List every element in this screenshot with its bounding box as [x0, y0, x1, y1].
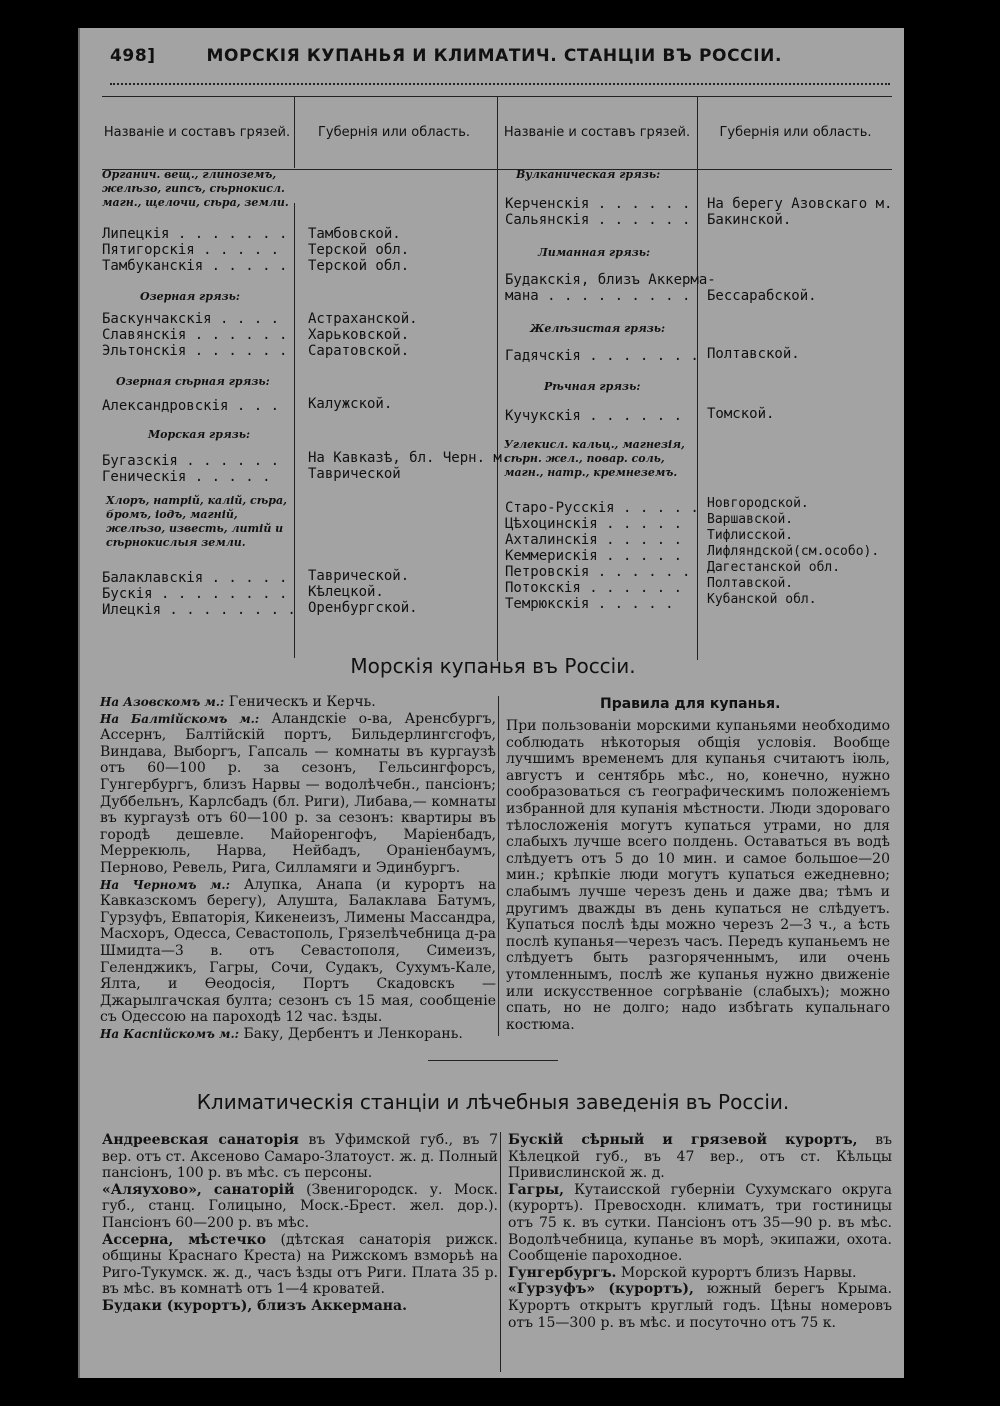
column-divider	[498, 696, 499, 1036]
mud-composition-10: Углекисл. кальц., магнезія, сѣрн. жел., повар. соль, магн., натр., кремнеземъ.	[504, 438, 685, 479]
sea-text-azov: Геническъ и Керчь.	[228, 694, 376, 710]
region-list-4	[308, 450, 510, 482]
table-divider	[294, 96, 295, 168]
list-item: Темрюкскія . . . . .	[505, 596, 674, 612]
entry-name: Андреевская санаторія	[102, 1132, 299, 1148]
list-item: Тифлисской.	[707, 528, 794, 543]
list-item: Тамбовской.	[308, 226, 401, 242]
list-item: Геническія . . . . .	[102, 469, 271, 485]
mud-list-5	[102, 570, 296, 618]
sea-label-baltic: На Балтійскомъ м.:	[100, 711, 260, 726]
list-item: Кеммерискія . . . . .	[505, 548, 683, 564]
rules-text: При пользованіи морскими купаньями необходимо соблюдать нѣкоторыя общія условія. Вообще лучшимъ временемъ для купанья считаютъ іюль, августъ и сентябрь мѣс., но, конечно, нужно сообразоваться съ географическимъ положеніемъ избранной для купанія мѣстности. Люди здороваго тѣлосложенія могутъ купаться утрами, но для слабыхъ лучше всего полдень. Оставаться въ водѣ слѣдуетъ отъ 5 до 10 мин. и самое большое—20 мин.; крѣпкіе люди могутъ купаться ежедневно; слабымъ лучше черезъ день и даже два; тѣмъ и другимъ дважды въ день купаться не слѣдуетъ. Купаться послѣ ѣды можно черезъ 2—3 ч., а ѣсть послѣ купанья—черезъ часъ. Передъ купаньемъ не слѣдуетъ быть разгоряченнымъ, или очень утомленнымъ, послѣ же купанья нужно движеніе или искусственное согрѣваніе (слабыхъ); можно спать, но не долго; надо избѣгать купальнаго костюма.	[506, 718, 890, 1033]
list-item: Таврической	[308, 466, 401, 482]
list-item: мана . . . . . . . . .	[505, 288, 691, 304]
sea-text-caspian: Баку, Дербентъ и Ленкорань.	[243, 1025, 463, 1042]
list-item: Будакскія, близъ Аккерма-	[505, 272, 716, 288]
list-item: Тамбуканскія . . . . .	[102, 258, 288, 274]
region-list-6	[707, 196, 892, 228]
list-item: Илецкія . . . . . . . .	[102, 602, 296, 618]
list-item: Харьковской.	[308, 327, 410, 343]
list-item: Бускія . . . . . . . .	[102, 586, 288, 602]
entry-text: въ Уфимской губ., въ 7 вер. отъ ст. Аксеново Самаро-Златоуст. ж. д. Полный пансіонъ, 100 р. въ мѣс. съ персоны.	[102, 1132, 498, 1182]
list-item: На Кавказѣ, бл. Черн. м.	[308, 450, 511, 466]
climate-list-right	[508, 1132, 892, 1331]
list-item: Кѣлецкой.	[308, 584, 384, 600]
page	[78, 28, 904, 1378]
page-number: 498]	[110, 46, 156, 66]
region-list-10	[707, 496, 879, 608]
list-item	[102, 1182, 498, 1232]
entry-text: (Звенигородск. у. Моск. губ., станц. Голицыно, Моск.-Брест. жел. дор.). Пансіонъ 60—200 р. въ мѣс.	[102, 1181, 498, 1231]
sea-resorts-list	[100, 694, 496, 1042]
region-list-9	[707, 406, 774, 422]
list-item: Липецкія . . . . . . .	[102, 226, 288, 242]
running-title: МОРСКІЯ КУПАНЬЯ И КЛИМАТИЧ. СТАНЦІИ ВЪ РОССІИ.	[206, 46, 783, 66]
list-item	[508, 1265, 892, 1282]
entry-text: въ Кѣлецкой губ., въ 47 вер., отъ ст. Кѣльцы Привислинской ж. д.	[508, 1132, 893, 1182]
mud-list-9	[505, 408, 682, 424]
sea-label-azov: На Азовскомъ м.:	[100, 695, 225, 709]
list-item: Кубанской обл.	[707, 592, 817, 607]
col-header-name-1: Названіе и составъ грязей.	[103, 125, 291, 140]
mud-composition-3: Озерная сѣрная грязь:	[116, 375, 270, 388]
mud-composition-7: Лиманная грязь:	[538, 246, 651, 259]
mud-composition-8: Желѣзистая грязь:	[530, 322, 666, 335]
entry-name: Ассерна, мѣстечко	[102, 1231, 267, 1248]
entry-name: Бускій сѣрный и грязевой курортъ,	[508, 1132, 858, 1148]
list-item: Сальянскія . . . . . .	[505, 212, 691, 228]
list-item: Калужской.	[308, 396, 393, 412]
entry-text: Кутаисской губерніи Сухумскаго округа (курортъ). Превосходн. климатъ, три гостиницы отъ 75 к. въ сутки. Пансіонъ отъ 35—90 р. въ мѣс. Водолѣчебница, купанье въ морѣ, экипажи, охота. Сообщеніе пароходное.	[508, 1181, 892, 1265]
list-item	[508, 1182, 892, 1265]
entry-text: (дѣтская санаторія рижск. общины Краснаго Креста) на Рижскомъ взморьѣ на Риго-Тукумск. ж. д., часъ ѣзды отъ Риги. Плата 35 р. въ мѣс. въ комнатѣ отъ 1—4 кроватей.	[102, 1231, 499, 1298]
col-header-region-1: Губернія или область.	[317, 125, 471, 140]
list-item: Томской.	[707, 406, 775, 422]
section-title-sea: Морскія купанья въ Россіи.	[350, 654, 636, 678]
entry-name: «Гурзуфъ» (курортъ),	[508, 1281, 694, 1298]
list-item: Бессарабской.	[707, 288, 817, 304]
page-header	[110, 46, 900, 66]
mud-composition-6: Вулканическая грязь:	[516, 168, 661, 181]
entry-name: Будаки (курортъ), близъ Аккермана.	[102, 1297, 407, 1314]
section-title-climate: Климатическія станціи и лѣчебныя заведенія въ Россіи.	[196, 1090, 790, 1114]
region-list-7	[707, 288, 817, 304]
mud-composition-4: Морская грязь:	[148, 428, 251, 441]
entry-name: Гунгербургъ.	[508, 1264, 617, 1281]
list-item: Астраханской.	[308, 311, 418, 327]
mud-composition-5: Хлоръ, натрій, калій, сѣра, бромъ, іодъ, магній, желѣзо, известь, литій и сѣрнокислыя земли.	[106, 494, 287, 549]
mud-composition-1: Органич. вещ., глиноземъ, желѣзо, гипсъ, сѣрнокисл. магн., щелочи, сѣра, земли.	[102, 168, 289, 209]
sea-text-black: Алупка, Анапа (и курортъ на Кавказскомъ берегу), Алушта, Балаклава Батумъ, Гурзуфъ, Евпаторія, Кикенеизъ, Лимены Массандра, Масхоръ, Одесса, Севастополь, Грязелѣчебница д-ра Шмидта—3 в. отъ Севастополя, Симеизъ, Геленджикъ, Гагры, Сочи, Судакъ, Сухумъ-Кале, Ялта, и Ѳеодосія, Портъ Скадовскъ — Джарылгачская булта; сезонъ съ 15 мая, сообщеніе съ Одессою на пароходѣ 12 час. ѣзды.	[100, 876, 497, 1026]
mud-list-4	[102, 453, 279, 485]
list-item: Петровскія . . . . . .	[505, 564, 691, 580]
region-list-2	[308, 311, 418, 359]
entry-text: Морской курортъ близъ Нарвы.	[620, 1264, 857, 1281]
col-header-region-2: Губернія или область.	[719, 125, 872, 140]
mud-list-7	[505, 272, 716, 304]
list-item: Лифляндской(см.особо).	[707, 544, 880, 559]
list-item	[102, 1232, 498, 1298]
list-item: Дагестанской обл.	[707, 560, 841, 575]
list-item: Полтавской.	[707, 346, 800, 362]
list-item: Потокскія . . . . . .	[505, 580, 683, 596]
mud-composition-2: Озерная грязь:	[140, 290, 240, 303]
list-item: Бугазскія . . . . . .	[102, 453, 280, 469]
sea-text-baltic: Аландскіе о-ва, Аренсбургъ, Ассернъ, Балтійскій портъ, Бильдерлингсгофъ, Виндава, Выборгъ, Гапсаль — комнаты въ кургаузѣ отъ 60—100 р. за сезонъ, Гельсингфорсъ, Гунгербургъ, близъ Нарвы — водолѣчебн., пансіонъ; Дуббельнъ, Карлсбадъ (бл. Риги), Либава,— комнаты въ кургаузѣ отъ 60—100 р. за сезонъ: квартиры въ городѣ дешевле. Майоренгофъ, Маріенбадъ, Меррекюль, Нарва, Нейбадъ, Ораніенбаумъ, Перново, Ревель, Рига, Силламяги и Эдинбургъ.	[100, 710, 497, 876]
col-header-name-2: Названіе и составъ грязей.	[503, 125, 691, 140]
entry-text: южный берегъ Крыма. Курортъ открытъ круглый годъ. Цѣны номеровъ отъ 15—300 р. въ мѣс. и посуточно отъ 75 к.	[508, 1281, 892, 1331]
list-item: Кучукскія . . . . . .	[505, 408, 683, 424]
mud-list-6	[505, 196, 690, 228]
section-divider	[428, 1060, 558, 1061]
list-item: Ахталинскія . . . . .	[505, 532, 683, 548]
mud-list-8	[505, 348, 699, 364]
mud-list-3	[102, 398, 279, 414]
list-item: Полтавской.	[707, 576, 794, 591]
list-item: Пятигорскія . . . . .	[102, 242, 280, 258]
list-item: Оренбургской.	[308, 600, 418, 616]
table-divider	[497, 96, 498, 661]
mud-list-1	[102, 226, 287, 274]
list-item: Терской обл.	[308, 242, 410, 258]
sea-label-caspian: На Каспійскомъ м.:	[100, 1026, 240, 1041]
list-item: Керченскія . . . . . .	[505, 196, 691, 212]
mud-list-2	[102, 311, 287, 359]
list-item: Новгородской.	[707, 496, 809, 511]
list-item: Баскунчакскія . . . .	[102, 311, 280, 327]
list-item: Терской обл.	[308, 258, 410, 274]
mud-composition-9: Рѣчная грязь:	[544, 380, 641, 393]
region-list-8	[707, 346, 800, 362]
header-divider	[110, 75, 890, 85]
list-item	[102, 1298, 498, 1315]
column-divider	[500, 1132, 501, 1372]
list-item: Гадячскія . . . . . . .	[505, 348, 699, 364]
list-item	[508, 1132, 892, 1182]
entry-name: Гагры,	[508, 1181, 565, 1198]
sea-label-black: На Черномъ м.:	[100, 877, 231, 892]
rules-title: Правила для купанья.	[600, 696, 781, 712]
region-list-3	[308, 396, 392, 412]
list-item: Бакинской.	[707, 212, 792, 228]
entry-name: «Аляухово», санаторій	[102, 1181, 295, 1198]
climate-list-left	[102, 1132, 498, 1315]
list-item: Саратовской.	[308, 343, 410, 359]
list-item: Балаклавскія . . . . .	[102, 570, 288, 586]
list-item	[508, 1281, 892, 1331]
region-list-5	[308, 568, 418, 616]
mud-list-10	[505, 500, 699, 612]
region-list-1	[308, 226, 409, 274]
list-item: Эльтонскія . . . . . .	[102, 343, 288, 359]
list-item: Варшавской.	[707, 512, 794, 527]
list-item: На берегу Азовскаго м.	[707, 196, 893, 212]
list-item	[102, 1132, 498, 1182]
list-item: Александровскія . . .	[102, 398, 280, 414]
list-item: Цѣхоцинскія . . . . .	[505, 516, 683, 532]
list-item: Таврической.	[308, 568, 410, 584]
list-item: Старо-Русскія . . . . .	[505, 500, 699, 516]
list-item: Славянскія . . . . . .	[102, 327, 288, 343]
